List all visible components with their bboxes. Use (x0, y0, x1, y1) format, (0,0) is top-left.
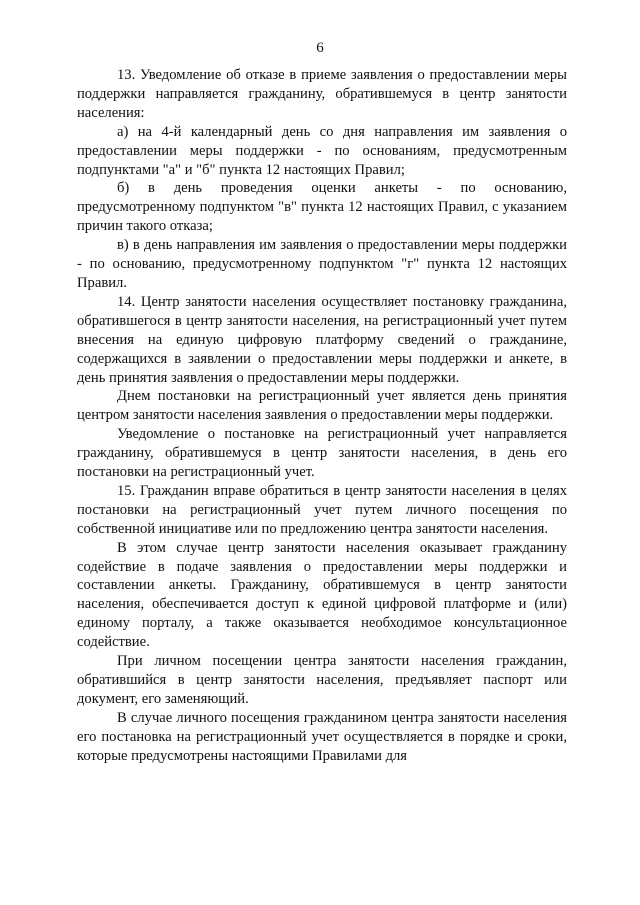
page-number: 6 (316, 40, 324, 56)
paragraph-13-v: в) в день направления им заявления о предоставлении меры поддержки - по основанию, предусмотренному подпунктом "г" пункта 12 настоящих Правил. (77, 237, 567, 291)
paragraph-14: 14. Центр занятости населения осуществляет постановку гражданина, обратившегося в центр занятости населения, на регистрационный учет путем внесения на единую цифровую платформу сведений о гражданине, содержащихся в заявлении о предоставлении меры поддержки и анкете, в день принятия заявления о предоставлении меры поддержки. (77, 293, 567, 386)
paragraph-13-intro: 13. Уведомление об отказе в приеме заявления о предоставлении меры поддержки направляется гражданину, обратившемуся в центр занятости населения: (77, 67, 567, 121)
paragraph-15-procedure: В случае личного посещения гражданином центра занятости населения его постановка на регистрационный учет осуществляется в порядке и сроки, которые предусмотрены настоящими Правилами для (77, 709, 567, 764)
paragraph-13-a: а) на 4-й календарный день со дня направления им заявления о предоставлении меры поддержки - по основаниям, предусмотренным подпунктами "а" и "б" пункта 12 настоящих Правил; (77, 123, 567, 178)
paragraph-15-documents: При личном посещении центра занятости населения гражданин, обратившийся в центр занятости населения, предъявляет паспорт или документ, его заменяющий. (77, 653, 567, 707)
paragraph-13-b: б) в день проведения оценки анкеты - по основанию, предусмотренному подпунктом "в" пункта 12 настоящих Правил, с указанием причин такого отказа; (77, 180, 567, 235)
paragraph-14-notification: Уведомление о постановке на регистрационный учет направляется гражданину, обратившемуся в центр занятости населения, в день его постановки на регистрационный учет. (77, 426, 567, 481)
paragraph-14-registration-day: Днем постановки на регистрационный учет является день принятия центром занятости населения заявления о предоставлении меры поддержки. (77, 388, 567, 424)
document-body (77, 66, 567, 766)
paragraph-15: 15. Гражданин вправе обратиться в центр занятости населения в целях постановки на регистрационный учет путем личного посещения по собственной инициативе или по предложению центра занятости населения. (77, 482, 567, 537)
paragraph-15-assistance: В этом случае центр занятости населения оказывает гражданину содействие в подаче заявления о предоставлении меры поддержки и составлении анкеты. Гражданину, обратившемуся в центр занятости населения, обеспечивается доступ к единой цифровой платформе и (или) единому порталу, а также оказывается необходимое консультационное содействие. (77, 539, 567, 651)
